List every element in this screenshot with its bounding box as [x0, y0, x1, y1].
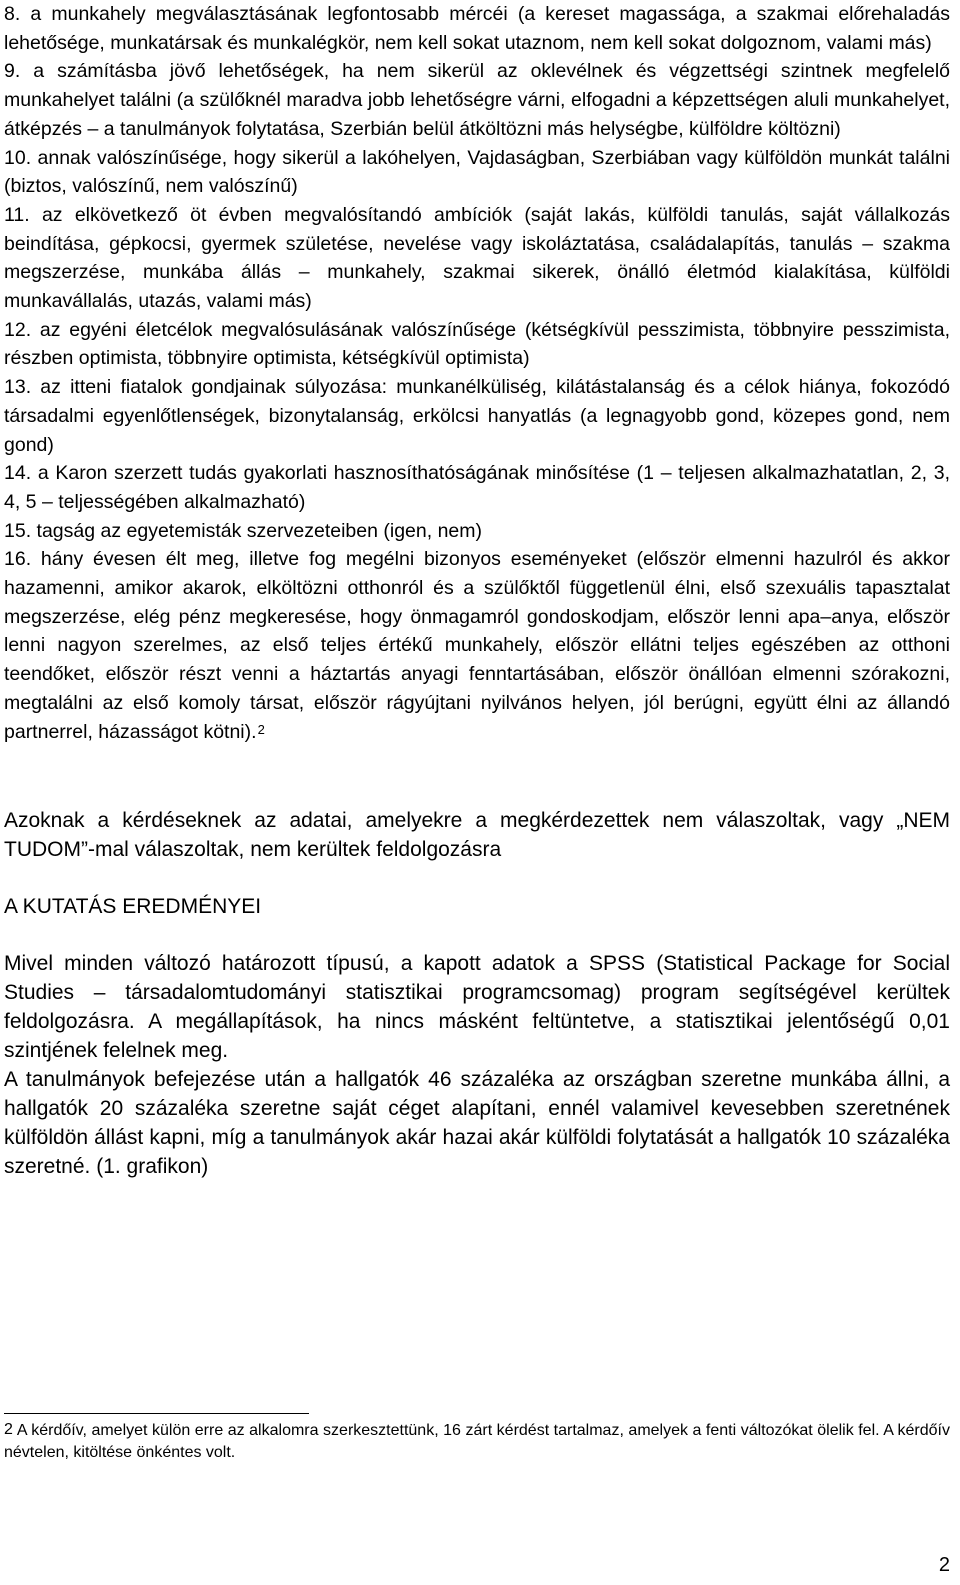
page-number: 2	[938, 1554, 950, 1576]
list-item-15: 15. tagság az egyetemisták szervezeteiben (igen, nem)	[4, 519, 483, 542]
questionnaire-variable-list	[4, 0, 950, 746]
method-paragraph: Mivel minden változó határozott típusú, a kapott adatok a SPSS (Statistical Package for Social Studies – társadalomtudományi statisztikai programcsomag) program segítségével kerültek feldolgozásra. A megállapítások, ha nincs másként feltüntetve, a statisztikai jelentőségű 0,01 szintjének felelnek meg.	[4, 952, 950, 1063]
missing-data-note: Azoknak a kérdéseknek az adatai, amelyekre a megkérdezettek nem válaszoltak, vagy „NEM TUDOM”-mal válaszoltak, nem kerültek feldolgozásra	[4, 809, 950, 862]
section-heading: A KUTATÁS EREDMÉNYEI	[4, 895, 262, 919]
footnote	[4, 1420, 950, 1464]
list-item-16-text: 16. hány évesen élt meg, illetve fog megélni bizonyos eseményeket (először elmenni hazulról és akkor hazamenni, amikor akarok, elköltözni otthonról és a szülőktől függetlenül élni, első szexuális tapasztalat megszerzése, elég pénz megkeresése, hogy önmagamról gondoskodjam, először lenni apa–anya, először lenni nagyon szerelmes, az első teljes értékű munkahely, először ellátni teljes egészében az otthoni teendőket, először részt venni a háztartás anyagi fenntartásában, először önállóan elmenni szórakozni, megtalálni az első komoly társat, először rágyújtani nyilvános helyen, jól berúgni, együtt élni az állandó partnerrel, házasságot kötni).	[4, 548, 950, 743]
list-item-8: 8. a munkahely megválasztásának legfontosabb mércéi (a kereset magassága, a szakmai előrehaladás lehetősége, munkatársak és munkalégkör, nem kell sokat utaznom, nem kell sokat dolgoznom, valami más)	[4, 3, 950, 54]
list-item-12: 12. az egyéni életcélok megvalósulásának valószínűsége (kétségkívül pesszimista, többnyire pesszimista, részben optimista, többnyire optimista, kétségkívül optimista)	[4, 318, 950, 370]
list-item-14: 14. a Karon szerzett tudás gyakorlati hasznosíthatóságának minősítése (1 – teljesen alkalmazhatatlan, 2, 3, 4, 5 – teljességében alkalmazható)	[4, 462, 950, 513]
footnote-text: A kérdőív, amelyet külön erre az alkalomra szerkesztettünk, 16 zárt kérdést tartalmaz, amelyek a fenti változókat ölelik fel. A kérdőív névtelen, kitöltése önkéntes volt.	[4, 1422, 950, 1461]
list-item-13: 13. az itteni fiatalok gondjainak súlyozása: munkanélküliség, kilátástalanság és a célok hiánya, fokozódó társadalmi egyenlőtlenségek, bizonytalanság, erkölcsi hanyatlás (a legnagyobb gond, közepes gond, nem gond)	[4, 376, 950, 456]
results-paragraph: A tanulmányok befejezése után a hallgatók 46 százaléka az országban szeretne munkába állni, a hallgatók 20 százaléka szeretne saját céget alapítani, ennél valamivel kevesebben szeretnének külföldön állást kapni, míg a tanulmányok akár hazai akár külföldi folytatását a hallgatók 10 százaléka szeretné. (1. grafikon)	[4, 1068, 950, 1179]
page-body	[4, 0, 950, 1181]
list-item-9: 9. a számításba jövő lehetőségek, ha nem sikerül az oklevélnek és végzettségi szintnek megfelelő munkahelyet találni (a szülőknél maradva jobb lehetőségre várni, elfogadni a képzettségen aluli munkahelyet, átképzés – a tanulmányok folytatása, Szerbián belül átköltözni más helységbe, külföldre költözni)	[4, 60, 950, 140]
footnote-reference[interactable]: 2	[257, 721, 265, 737]
footnote-separator	[4, 1413, 309, 1414]
list-item-11: 11. az elkövetkező öt évben megvalósítandó ambíciók (saját lakás, külföldi tanulás, saját vállalkozás beindítása, gépkocsi, gyermek születése, nevelése vagy iskoláztatása, családalapítás, tanulás – szakma megszerzése, munkába állás – munkahely, szakmai sikerek, önálló életmód kialakítása, külföldi munkavállalás, utazás, valami más)	[4, 203, 950, 313]
list-item-16	[4, 545, 950, 746]
footnote-marker: 2	[4, 1421, 13, 1438]
list-item-10: 10. annak valószínűsége, hogy sikerül a lakóhelyen, Vajdaságban, Szerbiában vagy külföldön munkát találni (biztos, valószínű, nem valószínű)	[4, 146, 950, 198]
